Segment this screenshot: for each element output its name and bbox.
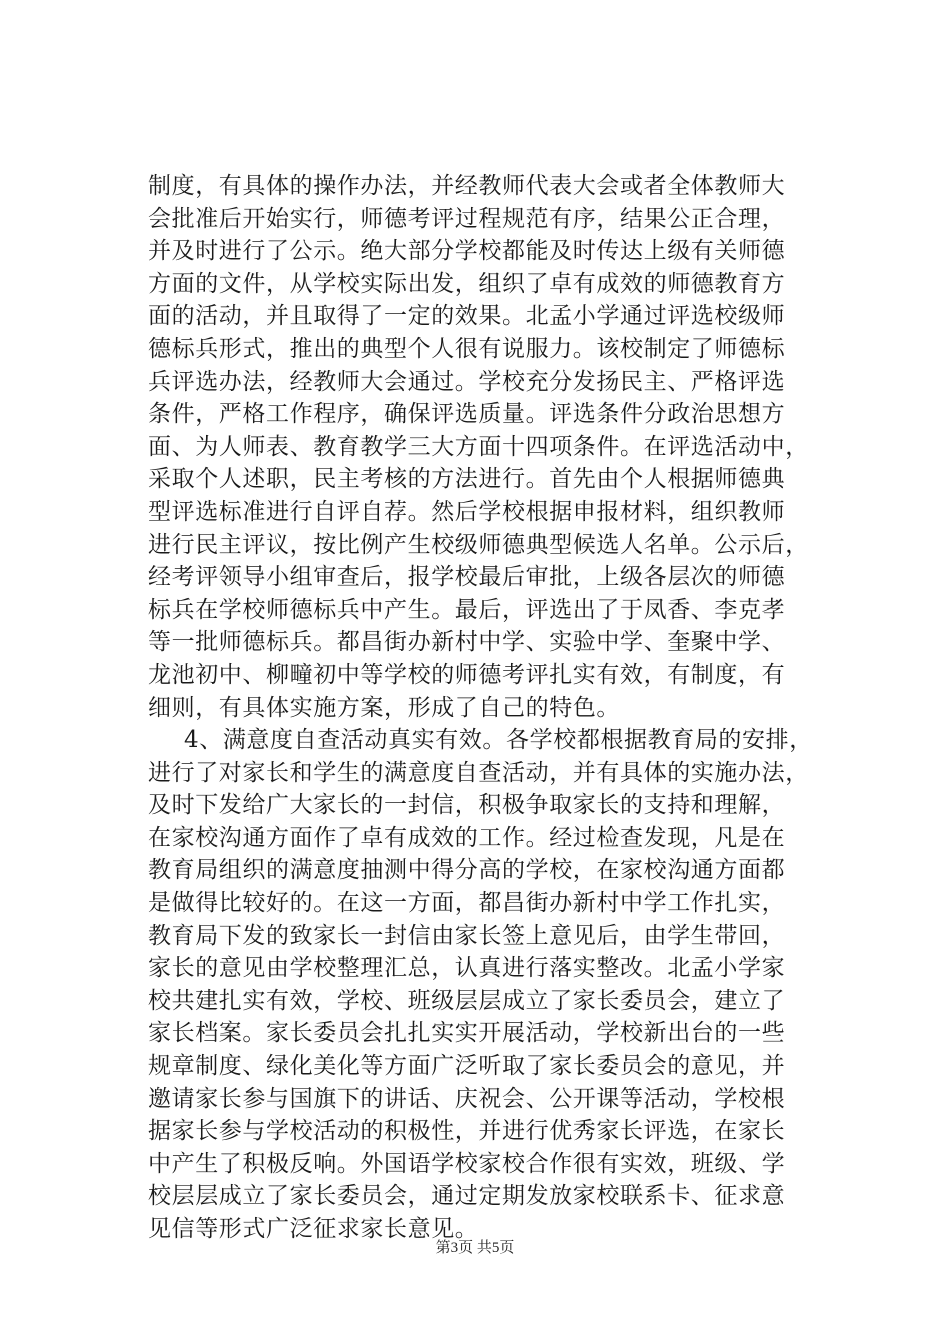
- text-line: 进行了对家长和学生的满意度自查活动，并有具体的实施办法，: [148, 759, 809, 786]
- paragraph-start-line: 4、满意度自查活动真实有效。各学校都根据教育局的安排，: [184, 727, 813, 754]
- page-number-footer: 第3页 共5页: [435, 1240, 515, 1256]
- text-line: 校共建扎实有效，学校、班级层层成立了家长委员会，建立了: [148, 987, 786, 1014]
- text-line: 德标兵形式，推出的典型个人很有说服力。该校制定了师德标: [148, 335, 786, 362]
- text-line: 标兵在学校师德标兵中产生。最后，评选出了于凤香、李克孝: [148, 596, 786, 623]
- text-line: 细则，有具体实施方案，形成了自己的特色。: [148, 694, 620, 721]
- text-line: 是做得比较好的。在这一方面，都昌街办新村中学工作扎实，: [148, 890, 786, 917]
- text-line: 面的活动，并且取得了一定的效果。北孟小学通过评选校级师: [148, 303, 786, 330]
- text-line: 在家校沟通方面作了卓有成效的工作。经过检查发现，凡是在: [148, 824, 786, 851]
- text-line: 会批准后开始实行，师德考评过程规范有序，结果公正合理，: [148, 205, 786, 232]
- text-line: 见信等形式广泛征求家长意见。: [148, 1216, 479, 1242]
- text-line: 校层层成立了家长委员会，通过定期发放家校联系卡、征求意: [148, 1183, 786, 1210]
- text-line: 进行民主评议，按比例产生校级师德典型候选人名单。公示后，: [148, 531, 809, 558]
- text-line: 方面的文件，从学校实际出发，组织了卓有成效的师德教育方: [148, 270, 786, 297]
- text-line: 中产生了积极反响。外国语学校家校合作很有实效，班级、学: [148, 1150, 786, 1177]
- text-line: 等一批师德标兵。都昌街办新村中学、实验中学、奎聚中学、: [148, 629, 786, 656]
- text-line: 教育局组织的满意度抽测中得分高的学校，在家校沟通方面都: [148, 857, 786, 884]
- text-line: 制度，有具体的操作办法，并经教师代表大会或者全体教师大: [148, 173, 786, 199]
- text-line: 龙池初中、柳疃初中等学校的师德考评扎实有效，有制度，有: [148, 661, 786, 688]
- body-text: [148, 170, 828, 1246]
- text-line: 条件，严格工作程序，确保评选质量。评选条件分政治思想方: [148, 401, 786, 428]
- text-line: 型评选标准进行自评自荐。然后学校根据申报材料，组织教师: [148, 498, 786, 525]
- text-line: 家长档案。家长委员会扎扎实实开展活动，学校新出台的一些: [148, 1020, 786, 1047]
- text-line: 采取个人述职，民主考核的方法进行。首先由个人根据师德典: [148, 466, 786, 493]
- text-line: 邀请家长参与国旗下的讲话、庆祝会、公开课等活动，学校根: [148, 1085, 786, 1112]
- text-line: 教育局下发的致家长一封信由家长签上意见后，由学生带回，: [148, 922, 786, 949]
- text-line: 并及时进行了公示。绝大部分学校都能及时传达上级有关师德: [148, 238, 786, 265]
- text-line: 兵评选办法，经教师大会通过。学校充分发扬民主、严格评选: [148, 368, 786, 395]
- text-line: 规章制度、绿化美化等方面广泛听取了家长委员会的意见，并: [148, 1053, 786, 1080]
- text-line: 家长的意见由学校整理汇总，认真进行落实整改。北孟小学家: [148, 955, 786, 982]
- text-line: 经考评领导小组审查后，报学校最后审批，上级各层次的师德: [148, 564, 786, 591]
- text-line: 据家长参与学校活动的积极性，并进行优秀家长评选，在家长: [148, 1118, 786, 1145]
- text-line: 面、为人师表、教育教学三大方面十四项条件。在评选活动中，: [148, 433, 809, 460]
- text-line: 及时下发给广大家长的一封信，积极争取家长的支持和理解，: [148, 792, 786, 819]
